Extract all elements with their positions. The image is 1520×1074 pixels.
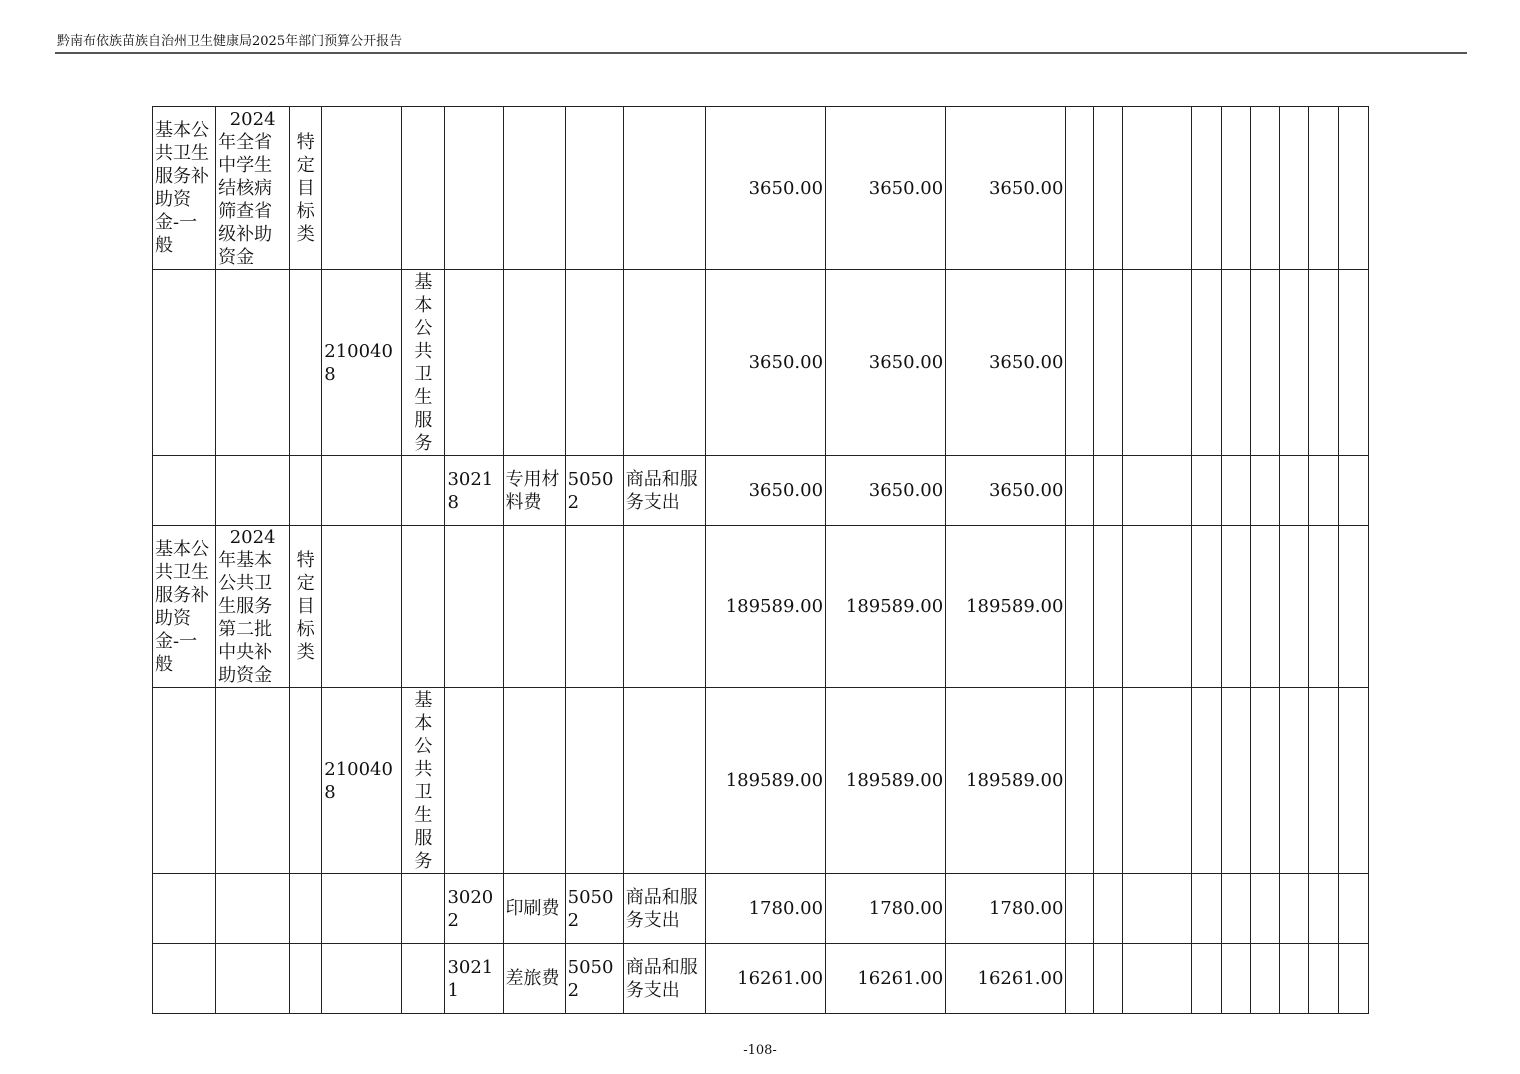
project-category-cell	[153, 874, 216, 944]
general-budget-amount-cell	[946, 688, 1066, 874]
empty-cell	[1094, 688, 1123, 874]
economic-name-cell	[503, 526, 565, 688]
total-amount-cell	[705, 270, 825, 456]
total-amount-cell	[705, 944, 825, 1014]
general-budget-amount-cell	[946, 456, 1066, 526]
total-amount-cell	[705, 526, 825, 688]
table-row	[153, 456, 1369, 526]
economic-name-cell	[503, 107, 565, 270]
empty-cell	[1191, 456, 1221, 526]
general-budget-amount-cell	[946, 270, 1066, 456]
function-code-cell	[322, 107, 402, 270]
total-amount-cell-text: 3650.00	[748, 352, 824, 373]
project-name-cell	[216, 874, 290, 944]
project-type-cell	[290, 107, 322, 270]
empty-cell	[1338, 874, 1368, 944]
empty-cell	[1250, 456, 1279, 526]
function-code-cell-text: 2100408	[324, 758, 393, 803]
gov-economic-name-cell	[623, 944, 705, 1014]
empty-cell	[1066, 874, 1094, 944]
total-amount-cell-text: 3650.00	[748, 480, 824, 501]
general-budget-amount-cell-text: 189589.00	[966, 596, 1064, 617]
function-code-cell-text: 2100408	[324, 340, 393, 385]
subtotal-amount-cell-text: 3650.00	[868, 352, 944, 373]
general-budget-amount-cell	[946, 526, 1066, 688]
project-type-cell	[290, 944, 322, 1014]
empty-cell	[1279, 456, 1308, 526]
empty-cell	[1123, 270, 1191, 456]
project-category-cell-text: 基本公共卫生服务补助资金-一般	[155, 538, 209, 675]
project-type-cell	[290, 688, 322, 874]
general-budget-amount-cell	[946, 874, 1066, 944]
empty-cell	[1308, 874, 1338, 944]
function-name-cell	[402, 874, 445, 944]
empty-cell	[1094, 526, 1123, 688]
subtotal-amount-cell	[826, 107, 946, 270]
table-row	[153, 526, 1369, 688]
empty-cell	[1066, 456, 1094, 526]
subtotal-amount-cell	[826, 456, 946, 526]
gov-economic-code-cell	[565, 944, 623, 1014]
general-budget-amount-cell	[946, 944, 1066, 1014]
function-name-cell	[402, 107, 445, 270]
gov-economic-name-cell	[623, 456, 705, 526]
empty-cell	[1221, 270, 1250, 456]
subtotal-amount-cell	[826, 944, 946, 1014]
empty-cell	[1066, 107, 1094, 270]
economic-code-cell-text: 30202	[447, 886, 494, 931]
project-category-cell-text: 基本公共卫生服务补助资金-一般	[155, 120, 209, 256]
project-name-cell	[216, 944, 290, 1014]
total-amount-cell-text: 1780.00	[748, 898, 824, 919]
empty-cell	[1279, 874, 1308, 944]
empty-cell	[1308, 688, 1338, 874]
gov-economic-name-cell-text: 商品和服务支出	[625, 468, 698, 513]
empty-cell	[1338, 526, 1368, 688]
gov-economic-code-cell	[565, 874, 623, 944]
gov-economic-code-cell-text: 50502	[567, 468, 614, 513]
project-name-cell	[216, 107, 290, 270]
empty-cell	[1123, 874, 1191, 944]
project-type-cell-text: 特定目标类	[296, 550, 315, 663]
subtotal-amount-cell	[826, 526, 946, 688]
empty-cell	[1221, 526, 1250, 688]
table-row	[153, 107, 1369, 270]
gov-economic-name-cell-text: 商品和服务支出	[625, 886, 698, 931]
empty-cell	[1066, 526, 1094, 688]
empty-cell	[1279, 944, 1308, 1014]
total-amount-cell-text: 16261.00	[737, 968, 824, 989]
empty-cell	[1066, 944, 1094, 1014]
empty-cell	[1191, 107, 1221, 270]
subtotal-amount-cell-text: 3650.00	[868, 177, 944, 199]
economic-code-cell-text: 30218	[447, 468, 494, 513]
empty-cell	[1221, 874, 1250, 944]
report-title: 黔南布依族苗族自治州卫生健康局2025年部门预算公开报告	[57, 34, 403, 49]
general-budget-amount-cell-text: 3650.00	[988, 352, 1064, 373]
economic-code-cell	[445, 688, 503, 874]
empty-cell	[1279, 526, 1308, 688]
project-name-cell-text: 2024 年全省中学生结核病筛查省级补助资金	[218, 108, 276, 268]
economic-name-cell	[503, 456, 565, 526]
budget-table	[152, 106, 1369, 1014]
empty-cell	[1338, 688, 1368, 874]
project-category-cell	[153, 688, 216, 874]
gov-economic-code-cell	[565, 688, 623, 874]
project-type-cell	[290, 270, 322, 456]
table-row	[153, 270, 1369, 456]
total-amount-cell	[705, 456, 825, 526]
economic-code-cell	[445, 874, 503, 944]
economic-code-cell-text: 30211	[447, 956, 494, 1001]
empty-cell	[1338, 456, 1368, 526]
economic-name-cell	[503, 874, 565, 944]
economic-code-cell	[445, 270, 503, 456]
subtotal-amount-cell-text: 3650.00	[868, 480, 944, 501]
empty-cell	[1066, 270, 1094, 456]
economic-name-cell-text: 专用材料费	[505, 468, 560, 513]
project-type-cell	[290, 456, 322, 526]
general-budget-amount-cell-text: 1780.00	[988, 898, 1064, 919]
project-type-cell	[290, 874, 322, 944]
empty-cell	[1338, 107, 1368, 270]
page-number: -108-	[743, 1043, 777, 1058]
empty-cell	[1123, 456, 1191, 526]
subtotal-amount-cell	[826, 688, 946, 874]
empty-cell	[1066, 688, 1094, 874]
subtotal-amount-cell	[826, 270, 946, 456]
empty-cell	[1279, 688, 1308, 874]
empty-cell	[1279, 107, 1308, 270]
empty-cell	[1308, 107, 1338, 270]
gov-economic-code-cell-text: 50502	[567, 956, 614, 1001]
total-amount-cell-text: 189589.00	[725, 770, 824, 791]
gov-economic-code-cell	[565, 270, 623, 456]
empty-cell	[1221, 688, 1250, 874]
subtotal-amount-cell-text: 16261.00	[857, 968, 944, 989]
empty-cell	[1221, 944, 1250, 1014]
project-name-cell	[216, 456, 290, 526]
empty-cell	[1308, 270, 1338, 456]
empty-cell	[1338, 270, 1368, 456]
gov-economic-name-cell	[623, 874, 705, 944]
empty-cell	[1094, 456, 1123, 526]
project-category-cell	[153, 270, 216, 456]
empty-cell	[1250, 874, 1279, 944]
economic-code-cell	[445, 456, 503, 526]
function-code-cell	[322, 944, 402, 1014]
empty-cell	[1094, 874, 1123, 944]
function-name-cell-text: 基本公共卫生服务	[414, 689, 433, 872]
function-name-cell	[402, 688, 445, 874]
empty-cell	[1308, 944, 1338, 1014]
function-name-cell	[402, 526, 445, 688]
empty-cell	[1250, 107, 1279, 270]
empty-cell	[1221, 456, 1250, 526]
function-code-cell	[322, 456, 402, 526]
empty-cell	[1191, 874, 1221, 944]
empty-cell	[1308, 526, 1338, 688]
project-name-cell	[216, 270, 290, 456]
general-budget-amount-cell-text: 3650.00	[988, 177, 1064, 199]
project-category-cell	[153, 526, 216, 688]
gov-economic-name-cell	[623, 688, 705, 874]
subtotal-amount-cell-text: 1780.00	[868, 898, 944, 919]
economic-name-cell	[503, 944, 565, 1014]
subtotal-amount-cell	[826, 874, 946, 944]
gov-economic-name-cell	[623, 526, 705, 688]
total-amount-cell-text: 3650.00	[748, 177, 824, 199]
empty-cell	[1191, 526, 1221, 688]
empty-cell	[1123, 944, 1191, 1014]
total-amount-cell	[705, 874, 825, 944]
function-name-cell	[402, 270, 445, 456]
empty-cell	[1094, 107, 1123, 270]
subtotal-amount-cell-text: 189589.00	[845, 770, 944, 791]
function-name-cell	[402, 456, 445, 526]
empty-cell	[1191, 944, 1221, 1014]
general-budget-amount-cell-text: 189589.00	[966, 770, 1064, 791]
table-row	[153, 688, 1369, 874]
empty-cell	[1221, 107, 1250, 270]
total-amount-cell-text: 189589.00	[725, 596, 824, 617]
empty-cell	[1191, 270, 1221, 456]
function-code-cell	[322, 688, 402, 874]
economic-code-cell	[445, 107, 503, 270]
empty-cell	[1191, 688, 1221, 874]
function-code-cell	[322, 874, 402, 944]
gov-economic-name-cell	[623, 107, 705, 270]
general-budget-amount-cell-text: 3650.00	[988, 480, 1064, 501]
empty-cell	[1123, 526, 1191, 688]
empty-cell	[1250, 944, 1279, 1014]
empty-cell	[1094, 944, 1123, 1014]
gov-economic-name-cell-text: 商品和服务支出	[625, 956, 698, 1001]
project-name-cell-text: 2024 年基本公共卫生服务第二批中央补助资金	[218, 527, 276, 686]
project-category-cell	[153, 944, 216, 1014]
economic-name-cell-text: 差旅费	[505, 968, 560, 989]
empty-cell	[1250, 270, 1279, 456]
empty-cell	[1123, 688, 1191, 874]
general-budget-amount-cell-text: 16261.00	[977, 968, 1064, 989]
empty-cell	[1250, 688, 1279, 874]
project-category-cell	[153, 456, 216, 526]
header-divider	[55, 52, 1467, 54]
project-name-cell	[216, 688, 290, 874]
subtotal-amount-cell-text: 189589.00	[845, 596, 944, 617]
table-row	[153, 874, 1369, 944]
gov-economic-code-cell-text: 50502	[567, 886, 614, 931]
gov-economic-name-cell	[623, 270, 705, 456]
empty-cell	[1279, 270, 1308, 456]
project-name-cell	[216, 526, 290, 688]
empty-cell	[1308, 456, 1338, 526]
table-row	[153, 944, 1369, 1014]
general-budget-amount-cell	[946, 107, 1066, 270]
function-name-cell	[402, 944, 445, 1014]
empty-cell	[1250, 526, 1279, 688]
empty-cell	[1338, 944, 1368, 1014]
economic-name-cell	[503, 688, 565, 874]
gov-economic-code-cell	[565, 107, 623, 270]
total-amount-cell	[705, 107, 825, 270]
budget-table-body	[153, 107, 1369, 1014]
total-amount-cell	[705, 688, 825, 874]
economic-code-cell	[445, 944, 503, 1014]
empty-cell	[1123, 107, 1191, 270]
economic-name-cell-text: 印刷费	[505, 898, 560, 919]
economic-name-cell	[503, 270, 565, 456]
gov-economic-code-cell	[565, 526, 623, 688]
function-name-cell-text: 基本公共卫生服务	[414, 271, 433, 454]
empty-cell	[1094, 270, 1123, 456]
economic-code-cell	[445, 526, 503, 688]
gov-economic-code-cell	[565, 456, 623, 526]
function-code-cell	[322, 526, 402, 688]
function-code-cell	[322, 270, 402, 456]
project-category-cell	[153, 107, 216, 270]
project-type-cell	[290, 526, 322, 688]
project-type-cell-text: 特定目标类	[296, 131, 315, 245]
